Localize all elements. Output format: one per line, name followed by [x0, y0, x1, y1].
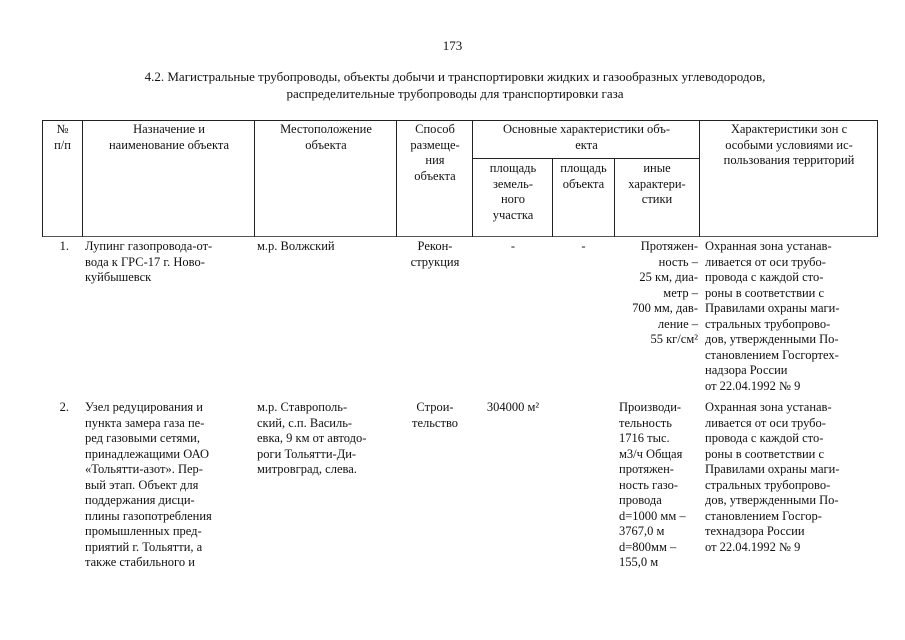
header-object-area: площадь объекта: [560, 161, 607, 191]
header-method: Способ размеще- ния объекта: [410, 122, 460, 183]
row-location: м.р. Волжский: [257, 239, 335, 253]
row-object-area: -: [581, 239, 586, 253]
header-land-area: площадь земель- ного участка: [489, 161, 537, 222]
row-land-area: 304000 м²: [486, 400, 540, 414]
vline-3: [396, 120, 397, 237]
section-title-line1: 4.2. Магистральные трубопроводы, объекты добычи и транспортировки жидких и газообразных углеводородов,: [144, 69, 766, 84]
header-other: иные характери- стики: [628, 161, 686, 206]
page-number: 173: [442, 38, 463, 53]
row-purpose: Узел редуцирования и пункта замера газа пе- ред газовыми сетями, принадлежащими ОАО «Тольятти-азот». Пер- вый этап. Объект для поддержания дисци- плины газопотребления промышленных пред- приятий г. Тольятти, а также стабильного и: [85, 400, 212, 569]
row-number: 1.: [59, 239, 69, 253]
section-title: [60, 68, 850, 102]
row-land-area: -: [510, 239, 516, 253]
header-number: № п/п: [54, 122, 71, 152]
header-location: Местоположение объекта: [280, 122, 372, 152]
vline-7: [699, 120, 700, 237]
vline-1: [82, 120, 83, 237]
row-method: Строи- тельство: [411, 400, 459, 430]
vline-2: [254, 120, 255, 237]
header-purpose: Назначение и наименование объекта: [108, 122, 230, 152]
row-method: Рекон- струкция: [410, 239, 460, 269]
main-header-divider: [472, 158, 699, 159]
header-main-characteristics: Основные характеристики объ- екта: [503, 122, 670, 152]
vline-4: [472, 120, 473, 237]
header-bottom-border: [42, 236, 878, 237]
row-other: Производи- тельность 1716 тыс. м3/ч Общая протяжен- ность газо- провода d=1000 мм – 3767,0 м d=800мм – 155,0 м: [619, 400, 686, 569]
row-location: м.р. Ставрополь- ский, с.п. Василь- евка, 9 км от автодо- роги Тольятти-Ди- митровград, слева.: [257, 400, 367, 476]
vline-8: [877, 120, 878, 237]
row-number: 2.: [59, 400, 69, 414]
header-zones: Характеристики зон с особыми условиями ис- пользования территорий: [723, 122, 855, 167]
row-zones: Охранная зона устанав- ливается от оси трубо- провода с каждой сто- роны в соответствии с Правилами охраны маги- стральных трубопрово- дов, утвержденными По- становлением Госгортех- надзора России от 22.04.1992 № 9: [705, 239, 840, 393]
row-zones: Охранная зона устанав- ливается от оси трубо- провода с каждой сто- роны в соответствии с Правилами охраны маги- стральных трубопрово- дов, утвержденными По- становлением Госгор- технадзора России от 22.04.1992 № 9: [705, 400, 840, 554]
row-purpose: Лупинг газопровода-от- вода к ГРС-17 г. Ново- куйбышевск: [85, 239, 213, 284]
row-other: Протяжен- ность – 25 км, диа- метр – 700 мм, дав- ление – 55 кг/см²: [632, 239, 698, 346]
table-top-border: [42, 120, 878, 121]
section-title-line2: распределительные трубопроводы для транспортировки газа: [286, 86, 624, 101]
